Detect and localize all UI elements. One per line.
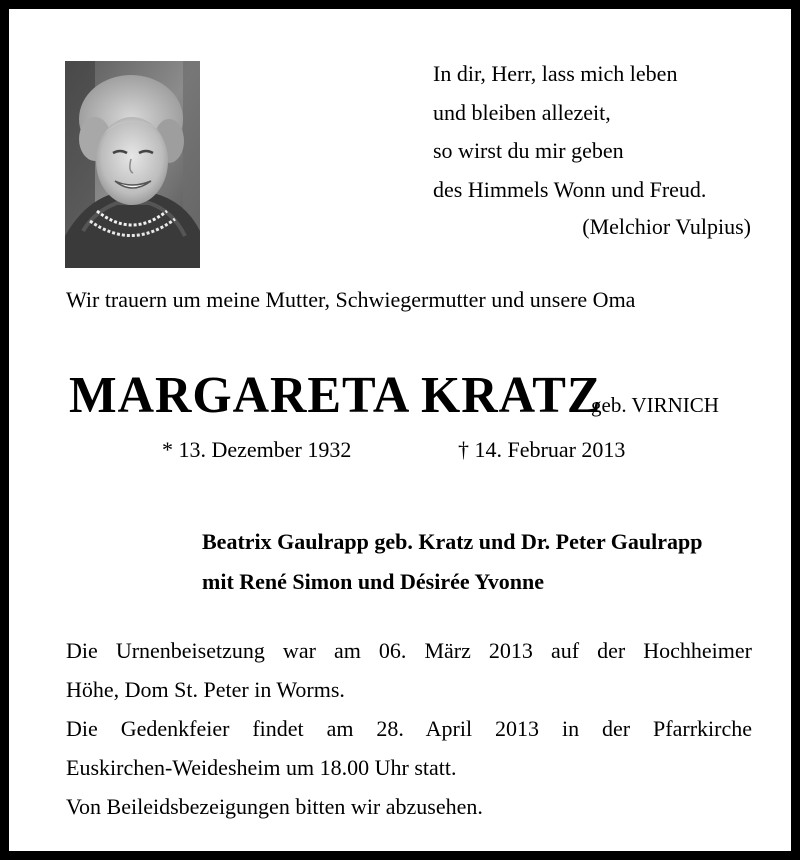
deceased-name: MARGARETA KRATZ xyxy=(69,367,602,424)
poem-line: des Himmels Wonn und Freud. xyxy=(433,176,707,202)
notice-line: Höhe, Dom St. Peter in Worms. xyxy=(66,677,345,702)
poem-line: In dir, Herr, lass mich leben xyxy=(433,61,678,86)
death-date: † 14. Februar 2013 xyxy=(458,437,626,462)
funeral-notice xyxy=(66,631,752,826)
notice-line: Euskirchen-Weidesheim um 18.00 Uhr statt. xyxy=(66,755,457,780)
poem xyxy=(433,55,753,245)
mourner-line: mit René Simon und Désirée Yvonne xyxy=(202,569,545,594)
portrait-image xyxy=(65,61,200,268)
name-row xyxy=(69,366,618,425)
notice-line: Von Beileidsbezeigungen bitten wir abzusehen. xyxy=(66,794,483,819)
poem-line: so wirst du mir geben xyxy=(433,138,624,163)
mourners xyxy=(202,522,703,602)
poem-line: und bleiben allezeit, xyxy=(433,99,611,125)
portrait-photo xyxy=(65,61,200,268)
maiden-name: geb. VIRNICH xyxy=(591,393,719,417)
poem-author: (Melchior Vulpius) xyxy=(582,214,751,239)
intro-text: Wir trauern um meine Mutter, Schwiegermutter und unsere Oma xyxy=(66,287,636,312)
mourner-line: Beatrix Gaulrapp geb. Kratz und Dr. Peter Gaulrapp xyxy=(202,529,703,554)
notice-line: Die Urnenbeisetzung war am 06. März 2013 auf der Hochheimer xyxy=(66,638,752,663)
notice-line: Die Gedenkfeier findet am 28. April 2013 in der Pfarrkirche xyxy=(66,716,752,741)
birth-date: * 13. Dezember 1932 xyxy=(162,437,352,462)
